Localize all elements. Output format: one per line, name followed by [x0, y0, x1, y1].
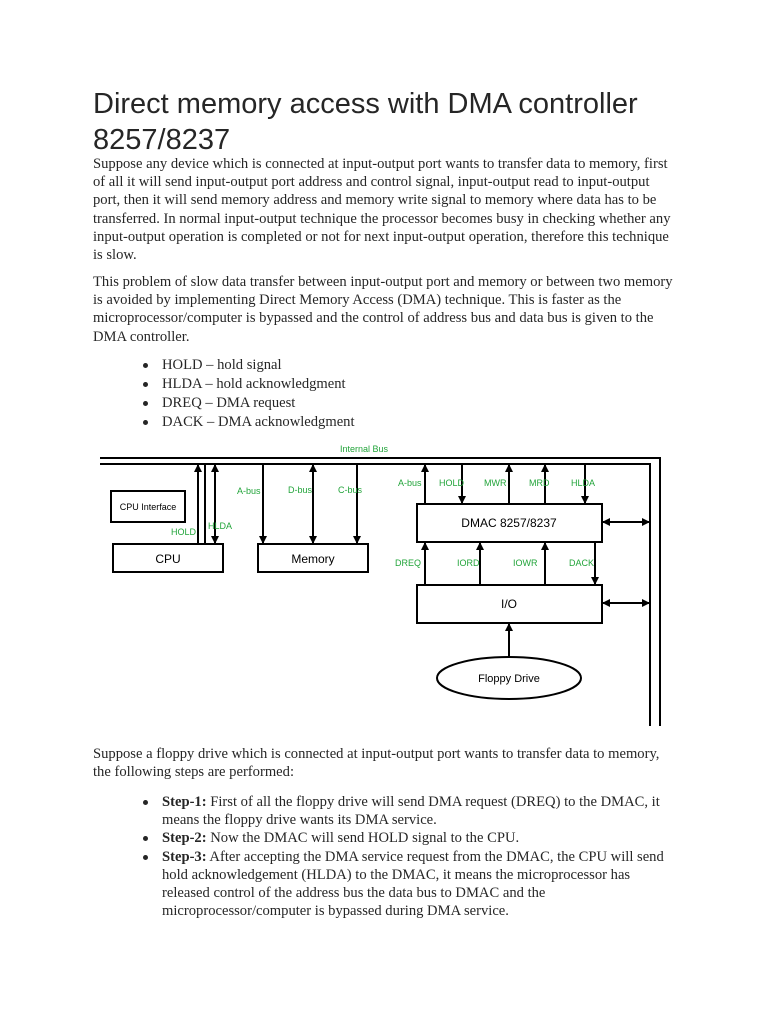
dma-block-diagram	[95, 438, 670, 733]
cpu-label: CPU	[155, 552, 181, 566]
memory-label: Memory	[291, 552, 335, 566]
cpu-hlda-label: HLDA	[208, 521, 233, 531]
mwr-label: MWR	[484, 478, 507, 488]
signal-list	[139, 356, 539, 432]
list-item	[139, 793, 674, 829]
list-item	[139, 848, 674, 921]
memory-bus-lines	[263, 465, 357, 543]
step-list	[139, 793, 674, 920]
a-bus-label: A-bus	[237, 486, 261, 496]
dmac-a-bus-label: A-bus	[398, 478, 422, 488]
d-bus-label: D-bus	[288, 485, 313, 495]
list-item: DREQ – DMA request	[139, 394, 539, 413]
mrd-label: MRD	[529, 478, 550, 488]
cpu-bus-lines	[198, 465, 215, 543]
step-label: Step-1:	[162, 794, 207, 810]
dmac-label: DMAC 8257/8237	[461, 516, 557, 530]
cpu-hold-label: HOLD	[171, 527, 197, 537]
internal-bus-label: Internal Bus	[340, 444, 389, 454]
cpu-interface-label: CPU Interface	[119, 502, 177, 512]
dmac-hlda-label: HLDA	[571, 478, 596, 488]
step-text: First of all the floppy drive will send DMA request (DREQ) to the DMAC, it means the floppy drive wants its DMA service.	[162, 794, 660, 829]
io-label: I/O	[500, 597, 518, 611]
floppy-intro-paragraph: Suppose a floppy drive which is connected at input-output port wants to transfer data to memory, the following steps are performed:	[93, 746, 660, 781]
step-label: Step-3:	[162, 848, 207, 865]
floppy-drive-label: Floppy Drive	[478, 673, 540, 685]
list-item: HOLD – hold signal	[139, 356, 539, 375]
dmac-hold-label: HOLD	[439, 478, 465, 488]
step-text: Now the DMAC will send HOLD signal to the CPU.	[206, 830, 520, 847]
list-item: HLDA – hold acknowledgment	[139, 375, 539, 394]
step-text: After accepting the DMA service request from the DMAC, the CPU will send hold acknowledgement (HLDA) to the DMAC, it means the microprocessor has released control of the address bus the data bus to DMAC and the microprocessor/computer is bypassed during DMA service.	[162, 848, 664, 920]
list-item	[139, 829, 674, 847]
c-bus-label: C-bus	[338, 485, 363, 495]
list-item: DACK – DMA acknowledgment	[139, 413, 539, 432]
dack-label: DACK	[569, 558, 595, 568]
iord-label: IORD	[457, 558, 480, 568]
page-title: Direct memory access with DMA controller 8257/8237	[93, 88, 638, 156]
problem-paragraph: This problem of slow data transfer between input-output port and memory or between two memory is avoided by implementing Direct Memory Access (DMA) technique. This is faster as the microprocessor/computer is bypassed and the control of address bus and data bus is given to the DMA controller.	[93, 274, 673, 345]
dreq-label: DREQ	[395, 558, 422, 568]
step-label: Step-2:	[162, 830, 207, 847]
iowr-label: IOWR	[513, 558, 538, 568]
intro-paragraph: Suppose any device which is connected at input-output port wants to transfer data to memory, first of all it will send input-output port address and control signal, input-output read to input-output port, then it will send memory address and memory write signal to memory where data has to be transferred. In normal input-output technique the processor becomes busy in checking whether any input-output operation is completed or not for next input-output operation, therefore this technique is slow.	[93, 156, 671, 264]
